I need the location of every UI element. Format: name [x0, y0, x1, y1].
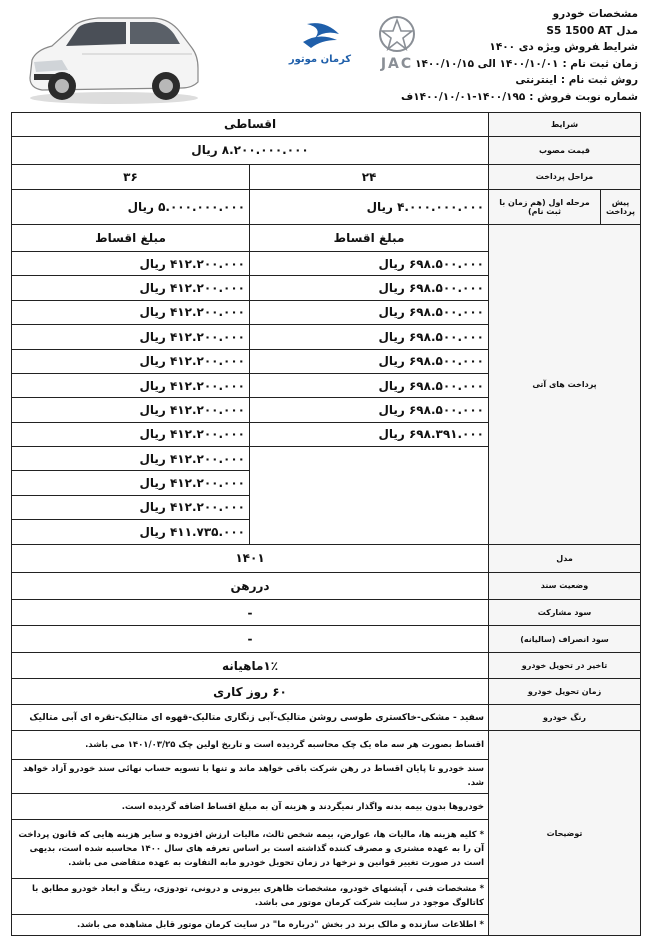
stage-36: ۳۶ — [12, 164, 250, 189]
installment-24: ۶۹۸.۵۰۰.۰۰۰ ریال — [250, 373, 489, 397]
spec-turn-value: ۱۴۰۰/۱۹۵-۱۴۰۰/۱۰/۰۱ف — [401, 90, 526, 103]
model-year-value: ۱۴۰۱ — [12, 544, 489, 572]
cancel-profit-label: سود انصراف (سالیانه) — [489, 626, 641, 653]
installment-24: ۶۹۸.۵۰۰.۰۰۰ ریال — [250, 300, 489, 324]
spec-reg-value: ۱۴۰۰/۱۰/۰۱ الی ۱۴۰۰/۱۰/۱۵ — [415, 57, 559, 70]
installment-24: ۶۹۸.۵۰۰.۰۰۰ ریال — [250, 276, 489, 300]
installment-36: ۴۱۲.۲۰۰.۰۰۰ ریال — [12, 422, 250, 446]
spec-method-value: اینترنتی — [515, 74, 557, 86]
installment-header-24: مبلغ اقساط — [250, 225, 489, 252]
spec-method-label: روش ثبت نام : — [560, 74, 638, 86]
delivery-time-value: ۶۰ روز کاری — [12, 679, 489, 705]
installment-36: ۴۱۲.۲۰۰.۰۰۰ ریال — [12, 276, 250, 300]
installment-24: ۶۹۸.۵۰۰.۰۰۰ ریال — [250, 325, 489, 349]
spec-sale-value: فروش ویژه دی ۱۴۰۰ — [489, 41, 600, 53]
prepay-24: ۴.۰۰۰.۰۰۰.۰۰۰ ریال — [250, 189, 489, 224]
installment-36: ۴۱۲.۲۰۰.۰۰۰ ریال — [12, 471, 250, 495]
approved-price-label: قیمت مصوب — [489, 136, 641, 164]
spec-turn-label: شماره نوبت فروش : — [529, 90, 638, 103]
installment-36: ۴۱۲.۲۰۰.۰۰۰ ریال — [12, 373, 250, 397]
first-stage-label: مرحله اول (هم زمان با ثبت نام) — [489, 189, 601, 224]
installment-24-empty — [250, 447, 489, 545]
future-payments-label: پرداخت های آتی — [489, 225, 641, 544]
document-status-label: وضعیت سند — [489, 572, 641, 599]
car-image — [22, 10, 202, 106]
note-item: * اطلاعات سازنده و مالک برند در بخش "درباره ما" در سایت کرمان موتور قابل مشاهده می باشد. — [12, 914, 489, 935]
installment-36: ۴۱۲.۲۰۰.۰۰۰ ریال — [12, 325, 250, 349]
jac-logo-text: JAC — [380, 56, 414, 72]
note-item: * مشخصات فنی ، آپشنهای خودرو، مشخصات ظاهری بیرونی و درونی، تودوزی، رینگ و ابعاد خودرو مطابق با کاتالوگ موجود در سایت شرکت کرمان موتور می باشد. — [12, 878, 489, 914]
installment-36: ۴۱۲.۲۰۰.۰۰۰ ریال — [12, 349, 250, 373]
conditions-label: شرایط — [489, 113, 641, 137]
stage-24: ۲۴ — [250, 164, 489, 189]
header — [0, 0, 650, 112]
kerman-motor-logo — [285, 18, 355, 66]
delivery-delay-label: تاخیر در تحویل خودرو — [489, 653, 641, 679]
installment-24: ۶۹۸.۵۰۰.۰۰۰ ریال — [250, 252, 489, 276]
note-item: خودروها بدون بیمه بدنه واگذار نمیگردند و هزینه آن به مبلغ اقساط اضافه گردیده است. — [12, 793, 489, 820]
spec-model-label: مدل — [616, 24, 638, 37]
cancel-profit-value: - — [12, 626, 489, 653]
spec-reg-label: زمان ثبت نام : — [562, 57, 638, 70]
car-color-label: رنگ خودرو — [489, 705, 641, 731]
installment-header-36: مبلغ اقساط — [12, 225, 250, 252]
installment-36: ۴۱۲.۲۰۰.۰۰۰ ریال — [12, 252, 250, 276]
notes-label: توضیحات — [489, 731, 641, 936]
conditions-value: اقساطی — [12, 113, 489, 137]
prepay-36: ۵.۰۰۰.۰۰۰.۰۰۰ ریال — [12, 189, 250, 224]
kerman-motor-logo-text: کرمان موتور — [288, 54, 352, 65]
note-item: سند خودرو تا پایان اقساط در رهن شرکت باقی خواهد ماند و تنها با تسویه حساب نهائی سند خودرو آزاد خواهد شد. — [12, 760, 489, 793]
installment-24: ۶۹۸.۳۹۱.۰۰۰ ریال — [250, 422, 489, 446]
installment-24: ۶۹۸.۵۰۰.۰۰۰ ریال — [250, 349, 489, 373]
spec-sale-label: شرایط — [603, 41, 638, 53]
prepay-label: پیش پرداخت — [601, 189, 641, 224]
document-status-value: دررهن — [12, 572, 489, 599]
spec-model-value: S5 1500 AT — [546, 24, 613, 37]
participation-profit-label: سود مشارکت — [489, 599, 641, 626]
approved-price-value: ۸.۲۰۰.۰۰۰.۰۰۰ ریال — [12, 136, 489, 164]
installment-36: ۴۱۲.۲۰۰.۰۰۰ ریال — [12, 300, 250, 324]
note-item: * کلیه هزینه ها، مالیات ها، عوارض، بیمه شخص ثالث، مالیات ارزش افزوده و سایر هزینه هایی که قانون پرداخت آن را به عهده مشتری و مصرف کننده گذاشته است بر اساس تعرفه های سال ۱۴۰۰ محاسبه شده است، بدیهی است در صورت تغییر قوانین و نرخها در زمان تحویل خودرو مابه التفاوت به عهده متقاضی می باشد. — [12, 820, 489, 878]
car-color-value: سفید - مشکی-خاکستری طوسی روشن متالیک-آبی زنگاری متالیک-قهوه ای متالیک-نقره ای آبی متالیک — [12, 705, 489, 731]
installment-36: ۴۱۲.۲۰۰.۰۰۰ ریال — [12, 398, 250, 422]
delivery-time-label: زمان تحویل خودرو — [489, 679, 641, 705]
spec-block — [401, 6, 638, 105]
installment-36: ۴۱۲.۲۰۰.۰۰۰ ریال — [12, 447, 250, 471]
delivery-delay-value: ۱٪ماهیانه — [12, 653, 489, 679]
spec-title: مشخصات خودرو — [552, 8, 638, 20]
participation-profit-value: - — [12, 599, 489, 626]
price-table — [11, 112, 641, 936]
model-year-label: مدل — [489, 544, 641, 572]
payment-stages-label: مراحل پرداخت — [489, 164, 641, 189]
note-item: اقساط بصورت هر سه ماه یک چک محاسبه گردیده است و تاریخ اولین چک ۱۴۰۱/۰۳/۲۵ می باشد. — [12, 731, 489, 760]
installment-36: ۴۱۲.۲۰۰.۰۰۰ ریال — [12, 495, 250, 519]
installment-36: ۴۱۱.۷۳۵.۰۰۰ ریال — [12, 520, 250, 544]
installment-24: ۶۹۸.۵۰۰.۰۰۰ ریال — [250, 398, 489, 422]
